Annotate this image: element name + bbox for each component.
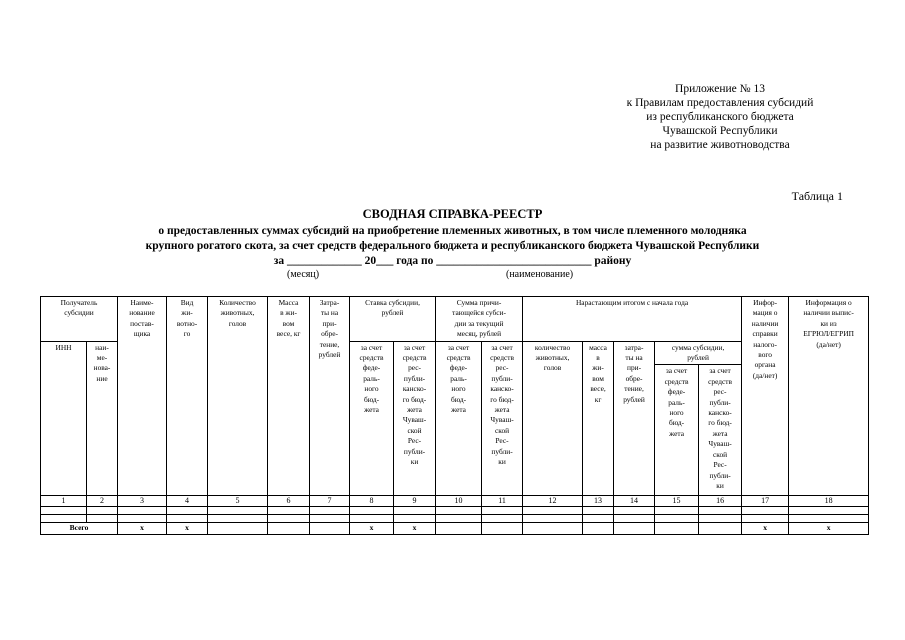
header-animal-count: Количество животных, голов <box>208 297 268 496</box>
table-row <box>41 515 869 523</box>
column-number: 2 <box>87 496 118 507</box>
header-live-weight: Масса в жи- вом весе, кг <box>268 297 310 496</box>
column-number: 11 <box>482 496 523 507</box>
column-number: 16 <box>699 496 742 507</box>
header-cum-weight: масса в жи- вом весе, кг <box>583 341 614 496</box>
column-number: 13 <box>583 496 614 507</box>
header-egrul-extract: Информация о наличии выпис- ки из ЕГРЮЛ/ЕГРИП (да/нет) <box>789 297 869 496</box>
column-number: 18 <box>789 496 869 507</box>
district-caption: (наименование) <box>506 269 574 280</box>
appendix-block <box>560 82 880 152</box>
appendix-line: Чувашской Республики <box>662 125 778 137</box>
total-cell <box>699 523 742 534</box>
total-cell <box>583 523 614 534</box>
column-number: 9 <box>394 496 436 507</box>
total-cell <box>268 523 310 534</box>
column-number: 8 <box>350 496 394 507</box>
document-title: СВОДНАЯ СПРАВКА-РЕЕСТР <box>362 207 543 221</box>
table-label: Таблица 1 <box>791 189 843 203</box>
column-number: 1 <box>41 496 87 507</box>
column-number: 6 <box>268 496 310 507</box>
total-cell <box>436 523 482 534</box>
total-cell <box>482 523 523 534</box>
header-animal-kind: Вид жи- вотно- го <box>167 297 208 496</box>
total-cell: x <box>167 523 208 534</box>
header-rate-federal: за счет средств феде- раль- ного бюд- жета <box>350 341 394 496</box>
header-tax-certificate: Инфор- мация о наличии справки налого- вого органа (да/нет) <box>742 297 789 496</box>
subtitle-line: крупного рогатого скота, за счет средств федерального бюджета и республиканского бюджета Чувашской Республики <box>145 240 760 252</box>
column-number: 7 <box>310 496 350 507</box>
appendix-line: Приложение № 13 <box>675 83 765 95</box>
header-row <box>41 297 869 342</box>
total-cell <box>614 523 655 534</box>
header-due-federal: за счет средств феде- раль- ного бюд- жета <box>436 341 482 496</box>
header-cum-costs: затра- ты на при- обре- тение, рублей <box>614 341 655 496</box>
month-caption: (месяц) <box>287 269 320 280</box>
header-cum-federal: за счет средств феде- раль- ного бюд- жета <box>655 365 699 496</box>
total-label: Всего <box>41 523 118 534</box>
column-number: 3 <box>118 496 167 507</box>
total-row <box>41 523 869 534</box>
header-cum-count: количество животных, голов <box>523 341 583 496</box>
total-cell <box>523 523 583 534</box>
column-number: 14 <box>614 496 655 507</box>
period-line: за _____________ 20___ года по ___________________________ району <box>273 255 632 267</box>
header-due-republic: за счет средств рес- публи- канско- го бюд- жета Чуваш- ской Рес- публи- ки <box>482 341 523 496</box>
total-cell: x <box>789 523 869 534</box>
header-recipient-name: наи- ме- нова- ние <box>87 341 118 496</box>
header-recipient: Получатель субсидии <box>41 297 118 342</box>
header-subsidy-rate: Ставка субсидии, рублей <box>350 297 436 342</box>
column-number: 17 <box>742 496 789 507</box>
header-cum-subsidy: сумма субсидии, рублей <box>655 341 742 365</box>
column-numbers-row <box>41 496 869 507</box>
header-supplier-name: Наиме- нование постав- щика <box>118 297 167 496</box>
subtitle-line: о предоставленных суммах субсидий на приобретение племенных животных, в том числе племенного молодняка <box>158 225 747 237</box>
total-cell: x <box>118 523 167 534</box>
total-cell <box>310 523 350 534</box>
appendix-line: из республиканского бюджета <box>646 111 794 123</box>
total-cell: x <box>394 523 436 534</box>
header-rate-republic: за счет средств рес- публи- канско- го бюд- жета Чуваш- ской Рес- публи- ки <box>394 341 436 496</box>
total-cell: x <box>350 523 394 534</box>
header-purchase-costs: Затра- ты на при- обре- тение, рублей <box>310 297 350 496</box>
column-number: 10 <box>436 496 482 507</box>
header-due-amount: Сумма причи- тающейся субси- дии за текущий месяц, рублей <box>436 297 523 342</box>
header-cumulative: Нарастающим итогом с начала года <box>523 297 742 342</box>
column-number: 12 <box>523 496 583 507</box>
total-cell <box>655 523 699 534</box>
total-cell: x <box>742 523 789 534</box>
appendix-line: к Правилам предоставления субсидий <box>626 97 814 109</box>
column-number: 15 <box>655 496 699 507</box>
total-cell <box>208 523 268 534</box>
header-cum-republic: за счет средств рес- публи- канско- го бюд- жета Чуваш- ской Рес- публи- ки <box>699 365 742 496</box>
header-inn: ИНН <box>41 341 87 496</box>
column-number: 5 <box>208 496 268 507</box>
column-number: 4 <box>167 496 208 507</box>
registry-table <box>40 296 869 535</box>
appendix-line: на развитие животноводства <box>650 139 790 151</box>
table-row <box>41 507 869 515</box>
